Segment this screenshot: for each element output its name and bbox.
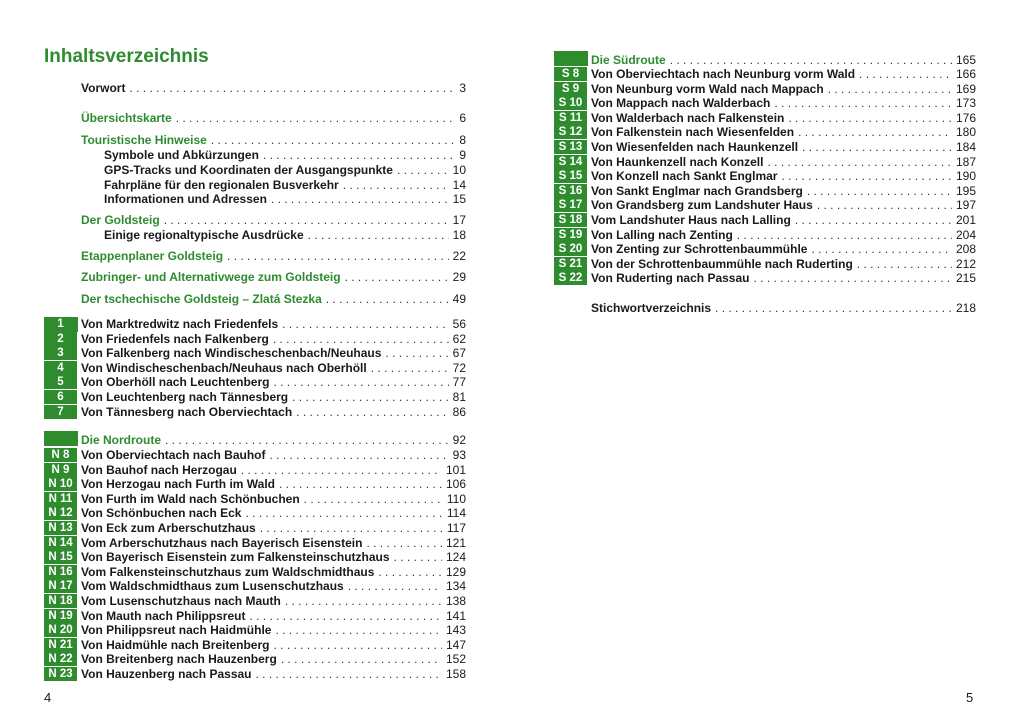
entry-label: Von Schönbuchen nach Eck [81, 506, 242, 521]
entry-label: Von Zenting zur Schrottenbaummühle [591, 242, 808, 257]
entry-page-number: 18 [452, 228, 466, 242]
entry-page-number: 169 [955, 81, 976, 96]
entry-label: Von der Schrottenbaummühle nach Ruderting [591, 256, 853, 271]
entry-page-number: 212 [955, 256, 976, 271]
dot-leader [275, 623, 442, 637]
entry-label: Die Nordroute [81, 433, 162, 447]
entry-page-number: 9 [459, 148, 466, 162]
entry-label: Von Lalling nach Zenting [591, 227, 733, 242]
dot-leader [269, 448, 448, 462]
entry-page-number: 141 [445, 608, 466, 623]
entry-page-number: 77 [452, 375, 466, 390]
toc-title: Inhaltsverzeichnis [44, 46, 209, 67]
dot-leader [343, 178, 449, 192]
north-stage-entry[interactable] [44, 622, 466, 637]
stage-badge: S 16 [554, 184, 587, 198]
entry-page-number: 121 [445, 535, 466, 550]
entry-page-number: 93 [452, 448, 466, 462]
dot-leader [670, 53, 952, 67]
dot-leader [256, 667, 442, 681]
south-stage-entry[interactable] [554, 270, 976, 285]
north-stage-entry[interactable] [44, 564, 466, 579]
entry-page-number: 14 [452, 178, 466, 192]
stage-badge: N 8 [44, 448, 77, 462]
entry-page-number: 187 [955, 154, 976, 169]
entry-page-number: 110 [446, 491, 466, 506]
page-number-left: 4 [44, 690, 52, 705]
toc-entry[interactable] [81, 291, 466, 306]
stage-badge: S 11 [554, 111, 587, 125]
stage-entry[interactable] [44, 316, 466, 331]
dot-leader [263, 148, 455, 162]
stage-badge: N 10 [44, 477, 77, 491]
north-stage-entry[interactable] [44, 520, 466, 535]
dot-leader [811, 242, 952, 256]
entry-label: Von Neunburg vorm Wald nach Mappach [591, 81, 824, 96]
entry-page-number: 208 [955, 242, 976, 257]
south-stage-entry[interactable] [554, 124, 976, 139]
stage-badge: 7 [44, 405, 77, 419]
dot-leader [795, 213, 952, 227]
stage-badge: S 17 [554, 198, 587, 212]
entry-label: Von Walderbach nach Falkenstein [591, 110, 785, 125]
south-stage-entry[interactable] [554, 168, 976, 183]
stage-badge: N 11 [44, 492, 77, 506]
dot-leader [366, 536, 442, 550]
dot-leader [273, 332, 449, 346]
stage-badge: S 15 [554, 169, 587, 183]
entry-label: Von Bayerisch Eisenstein zum Falkensteinschutzhaus [81, 550, 390, 565]
entry-label: Von Herzogau nach Furth im Wald [81, 477, 276, 492]
stage-badge: N 19 [44, 609, 77, 623]
entry-page-number: 49 [452, 292, 466, 306]
south-stage-entry[interactable] [554, 66, 976, 81]
entry-label: Etappenplaner Goldsteig [81, 249, 224, 263]
dot-leader [164, 213, 449, 227]
stage-badge: S 22 [554, 271, 587, 285]
dot-leader [282, 317, 448, 331]
north-stage-entry[interactable] [44, 447, 466, 462]
dot-leader [798, 125, 952, 139]
dot-leader [326, 292, 449, 306]
stage-badge: N 21 [44, 638, 77, 652]
entry-label: Von Mappach nach Walderbach [591, 96, 771, 111]
entry-label: GPS-Tracks und Koordinaten der Ausgangspunkte [104, 163, 393, 177]
stage-entry[interactable] [44, 374, 466, 389]
dot-leader [807, 184, 952, 198]
entry-page-number: 86 [452, 404, 466, 419]
entry-label: Von Mauth nach Philippsreut [81, 608, 246, 623]
entry-label: Von Grandsberg zum Landshuter Haus [591, 198, 813, 213]
entry-page-number: 152 [445, 652, 466, 667]
dot-leader [394, 550, 442, 564]
dot-leader [271, 192, 449, 206]
south-stage-entry[interactable] [554, 183, 976, 198]
dot-leader [241, 463, 442, 477]
entry-label: Vom Landshuter Haus nach Lalling [591, 213, 791, 227]
entry-page-number: 15 [452, 192, 466, 206]
stage-badge: 3 [44, 346, 77, 360]
stage-entry[interactable] [44, 389, 466, 404]
entry-page-number: 143 [445, 623, 466, 638]
entry-page-number: 190 [955, 169, 976, 184]
entry-label: Von Tännesberg nach Oberviechtach [81, 404, 293, 419]
dot-leader [249, 609, 442, 623]
toc-entry[interactable] [104, 227, 466, 242]
north-stage-entry[interactable] [44, 505, 466, 520]
entry-page-number: 117 [446, 521, 466, 535]
entry-page-number: 129 [445, 564, 466, 579]
stage-badge: N 9 [44, 463, 77, 477]
entry-label: Fahrpläne für den regionalen Busverkehr [104, 178, 339, 192]
dot-leader [802, 140, 952, 154]
entry-label: Der Goldsteig [81, 213, 160, 227]
entry-label: Von Furth im Wald nach Schönbuchen [81, 491, 300, 506]
entry-label: Von Oberhöll nach Leuchtenberg [81, 375, 270, 390]
dot-leader [348, 579, 442, 593]
suedroute-entry[interactable] [591, 52, 976, 67]
north-stage-entry[interactable] [44, 578, 466, 593]
entry-label: Vom Lusenschutzhaus nach Mauth [81, 594, 281, 608]
dot-leader [859, 67, 952, 81]
stage-badge: S 14 [554, 155, 587, 169]
dot-leader [176, 111, 456, 125]
entry-page-number: 17 [452, 213, 466, 227]
entry-label: Von Oberviechtach nach Bauhof [81, 448, 266, 462]
entry-label: Touristische Hinweise [81, 133, 207, 147]
south-stage-entry[interactable] [554, 227, 976, 242]
entry-label: Zubringer- und Alternativwege zum Goldsteig [81, 270, 341, 284]
dot-leader [857, 257, 952, 271]
entry-label: Von Falkenberg nach Windischeschenbach/Neuhaus [81, 346, 382, 361]
stage-badge: N 13 [44, 521, 77, 535]
right-page [510, 0, 1020, 727]
south-stage-entry[interactable] [554, 154, 976, 169]
entry-page-number: 158 [445, 667, 466, 681]
south-stage-entry[interactable] [554, 139, 976, 154]
toc-entry[interactable] [81, 212, 466, 227]
dot-leader [281, 652, 442, 666]
entry-label: Von Wiesenfelden nach Haunkenzell [591, 140, 799, 154]
south-stage-entry[interactable] [554, 256, 976, 271]
dot-leader [296, 405, 448, 419]
entry-label: Von Leuchtenberg nach Tännesberg [81, 390, 289, 404]
stage-badge: 5 [44, 375, 77, 389]
dot-leader [385, 346, 448, 360]
entry-label: Informationen und Adressen [104, 192, 267, 206]
stage-badge: N 17 [44, 579, 77, 593]
toc-entry[interactable] [104, 177, 466, 192]
entry-label: Von Eck zum Arberschutzhaus [81, 521, 256, 535]
stage-badge: N 22 [44, 652, 77, 666]
north-stage-entry[interactable] [44, 549, 466, 564]
stage-badge: S 18 [554, 213, 587, 227]
dot-leader [211, 133, 456, 147]
entry-label: Von Falkenstein nach Wiesenfelden [591, 125, 795, 140]
stage-badge: S 13 [554, 140, 587, 154]
stage-badge: N 23 [44, 667, 77, 681]
index-entry[interactable] [591, 300, 976, 315]
north-stage-entry[interactable] [44, 651, 466, 666]
entry-label: Von Philippsreut nach Haidmühle [81, 623, 272, 638]
entry-label: Von Breitenberg nach Hauzenberg [81, 652, 277, 667]
dot-leader [345, 270, 449, 284]
entry-page-number: 195 [955, 183, 976, 198]
dot-leader [371, 361, 449, 375]
entry-label: Von Hauzenberg nach Passau [81, 667, 252, 681]
entry-page-number: 10 [452, 163, 466, 177]
dot-leader [737, 228, 952, 242]
dot-leader [279, 477, 442, 491]
north-stage-entry[interactable] [44, 462, 466, 477]
north-stage-entry[interactable] [44, 637, 466, 652]
stage-badge: S 19 [554, 228, 587, 242]
dot-leader [245, 506, 442, 520]
toc-entry[interactable] [104, 147, 466, 162]
entry-label: Von Windischeschenbach/Neuhaus nach Oberhöll [81, 360, 367, 375]
toc-entry[interactable] [81, 80, 466, 95]
stage-entry[interactable] [44, 404, 466, 419]
entry-label: Von Bauhof nach Herzogau [81, 462, 237, 477]
entry-label: Übersichtskarte [81, 111, 172, 125]
nordroute-entry[interactable] [81, 432, 466, 447]
entry-label: Symbole und Abkürzungen [104, 148, 259, 162]
north-stage-entry[interactable] [44, 666, 466, 681]
entry-page-number: 197 [955, 198, 976, 213]
entry-label: Vom Arberschutzhaus nach Bayerisch Eisenstein [81, 535, 363, 550]
entry-label: Der tschechische Goldsteig – Zlatá Stezka [81, 292, 322, 306]
dot-leader [397, 163, 449, 177]
entry-page-number: 114 [446, 506, 466, 521]
dot-leader [292, 390, 449, 404]
entry-label: Von Oberviechtach nach Neunburg vorm Wald [591, 67, 856, 81]
north-stage-entry[interactable] [44, 608, 466, 623]
entry-page-number: 218 [955, 301, 976, 315]
entry-page-number: 81 [452, 390, 466, 404]
north-stage-entry[interactable] [44, 491, 466, 506]
toc-entry[interactable] [81, 132, 466, 147]
entry-label: Vom Waldschmidthaus zum Lusenschutzhaus [81, 579, 344, 594]
dot-leader [273, 638, 441, 652]
entry-page-number: 6 [459, 111, 466, 125]
entry-page-number: 106 [445, 477, 466, 492]
north-stage-entry[interactable] [44, 535, 466, 550]
suedroute-bar [554, 51, 588, 66]
stage-badge: N 15 [44, 550, 77, 564]
dot-leader [378, 565, 442, 579]
entry-page-number: 166 [955, 67, 976, 81]
entry-page-number: 29 [452, 270, 466, 284]
entry-page-number: 147 [445, 637, 466, 652]
toc-entry[interactable] [81, 248, 466, 263]
stage-badge: N 12 [44, 506, 77, 520]
entry-page-number: 101 [445, 462, 466, 477]
north-stage-entry[interactable] [44, 476, 466, 491]
dot-leader [260, 521, 443, 535]
stage-badge: S 12 [554, 125, 587, 139]
entry-page-number: 62 [452, 331, 466, 346]
dot-leader [308, 228, 449, 242]
entry-page-number: 22 [452, 249, 466, 263]
dot-leader [304, 492, 443, 506]
stage-badge: N 14 [44, 536, 77, 550]
entry-label: Einige regionaltypische Ausdrücke [104, 228, 304, 242]
stage-badge: S 9 [554, 82, 587, 96]
entry-page-number: 134 [445, 579, 466, 594]
dot-leader [165, 433, 449, 447]
stage-badge: N 20 [44, 623, 77, 637]
entry-page-number: 8 [459, 133, 466, 147]
entry-page-number: 138 [445, 594, 466, 608]
dot-leader [273, 375, 448, 389]
entry-page-number: 165 [955, 53, 976, 67]
dot-leader [788, 111, 952, 125]
dot-leader [715, 301, 952, 315]
entry-page-number: 124 [445, 550, 466, 565]
nordroute-bar [44, 431, 78, 446]
stage-entry[interactable] [44, 345, 466, 360]
dot-leader [774, 96, 952, 110]
entry-page-number: 67 [452, 346, 466, 361]
stage-badge: S 21 [554, 257, 587, 271]
entry-page-number: 201 [955, 213, 976, 227]
dot-leader [285, 594, 442, 608]
dot-leader [129, 81, 455, 95]
entry-label: Stichwortverzeichnis [591, 301, 712, 315]
toc-entry[interactable] [104, 162, 466, 177]
stage-badge: N 18 [44, 594, 77, 608]
entry-label: Vorwort [81, 81, 126, 95]
stage-badge: 2 [44, 332, 77, 346]
stage-entry[interactable] [44, 331, 466, 346]
stage-badge: 1 [44, 317, 77, 331]
stage-badge: S 8 [554, 67, 587, 81]
entry-label: Die Südroute [591, 53, 666, 67]
stage-entry[interactable] [44, 360, 466, 375]
entry-label: Von Haunkenzell nach Konzell [591, 154, 764, 169]
stage-badge: 4 [44, 361, 77, 375]
entry-page-number: 180 [955, 125, 976, 140]
dot-leader [753, 271, 951, 285]
south-stage-entry[interactable] [554, 81, 976, 96]
entry-page-number: 184 [955, 140, 976, 154]
south-stage-entry[interactable] [554, 241, 976, 256]
dot-leader [828, 82, 952, 96]
dot-leader [781, 169, 951, 183]
entry-label: Vom Falkensteinschutzhaus zum Waldschmidthaus [81, 564, 375, 579]
toc-entry[interactable] [81, 269, 466, 284]
stage-badge: S 10 [554, 96, 587, 110]
page-number-right: 5 [966, 690, 974, 705]
south-stage-entry[interactable] [554, 110, 976, 125]
dot-leader [817, 198, 952, 212]
entry-page-number: 72 [452, 360, 466, 375]
dot-leader [227, 249, 449, 263]
entry-label: Von Friedenfels nach Falkenberg [81, 331, 269, 346]
north-stage-entry[interactable] [44, 593, 466, 608]
entry-label: Von Konzell nach Sankt Englmar [591, 169, 778, 184]
entry-label: Von Marktredwitz nach Friedenfels [81, 317, 279, 331]
entry-page-number: 92 [452, 433, 466, 447]
entry-page-number: 173 [955, 96, 976, 111]
entry-page-number: 3 [459, 81, 466, 95]
toc-entry[interactable] [81, 110, 466, 125]
entry-label: Von Haidmühle nach Breitenberg [81, 637, 270, 652]
entry-label: Von Ruderting nach Passau [591, 271, 750, 286]
stage-badge: 6 [44, 390, 77, 404]
entry-page-number: 215 [955, 271, 976, 286]
toc-entry[interactable] [104, 191, 466, 206]
entry-page-number: 56 [452, 317, 466, 331]
entry-label: Von Sankt Englmar nach Grandsberg [591, 183, 803, 198]
entry-page-number: 176 [955, 110, 976, 125]
stage-badge: S 20 [554, 242, 587, 256]
stage-badge: N 16 [44, 565, 77, 579]
entry-page-number: 204 [955, 227, 976, 242]
south-stage-entry[interactable] [554, 95, 976, 110]
dot-leader [767, 155, 951, 169]
south-stage-entry[interactable] [554, 212, 976, 227]
south-stage-entry[interactable] [554, 197, 976, 212]
